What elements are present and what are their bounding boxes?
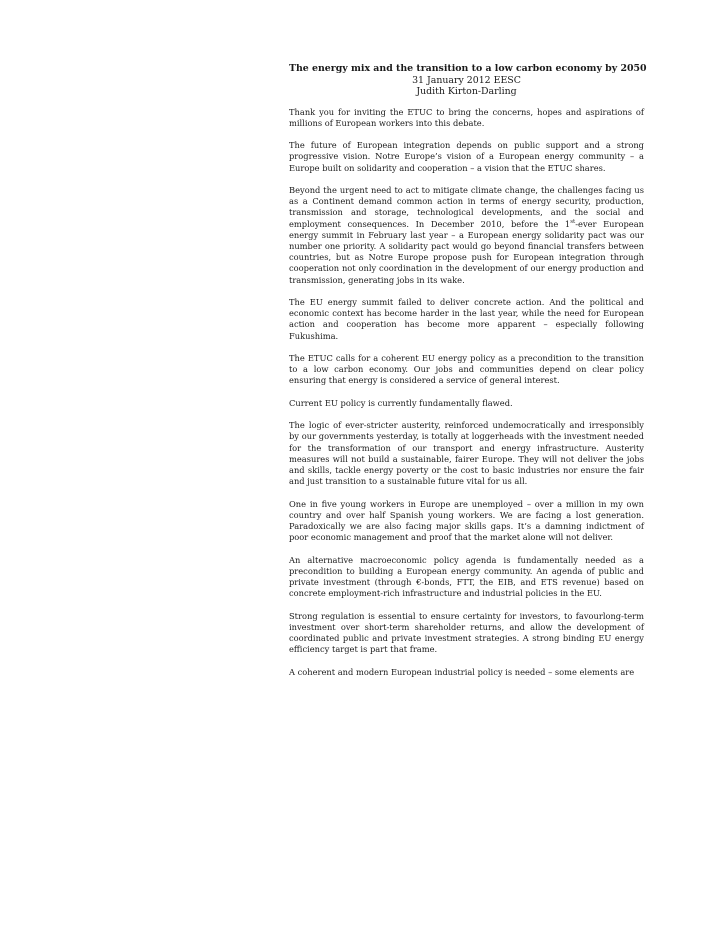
paragraph-7: The logic of ever-stricter austerity, reinforced undemocratically and irresponsibly by our governments yesterday, is totally at loggerheads with the investment needed for the transformation of our transport and energy infrastructure. Austerity measures will not build a sustainable, fairer Europe. They will not deliver the jobs and skills, tackle energy poverty or the cost to basic industries nor ensure the fair and just transition to a sustainable future vital for us all. <box>289 420 644 487</box>
paragraph-4: The EU energy summit failed to deliver concrete action. And the political and economic context has become harder in the last year, while the need for European action and cooperation has become more apparent – especially following Fukushima. <box>289 296 644 341</box>
paragraph-3-superscript: st <box>570 218 576 225</box>
document-header <box>289 63 647 98</box>
paragraph-3 <box>289 185 644 286</box>
paragraph-6: Current EU policy is currently fundamentally flawed. <box>289 397 513 408</box>
paragraph-11: A coherent and modern European industrial policy is needed – some elements are <box>289 666 635 677</box>
paragraph-9: An alternative macroeconomic policy agenda is fundamentally needed as a precondition to building a European energy community. An agenda of public and private investment (through €-bonds, FTT, the EIB, and ETS revenue) based on concrete employment-rich infrastructure and industrial policies in the EU. <box>289 554 644 599</box>
paragraph-3-part-2: -ever European energy summit in February last year – a European energy solidarity pact was our number one priority. A solidarity pact would go beyond financial transfers between countries, but as Notre Europe propose push for European integration through cooperation not only coordination in the development of our energy production and transmission, generating jobs in its wake. <box>289 218 644 285</box>
paragraph-5: The ETUC calls for a coherent EU energy policy as a precondition to the transition to a low carbon economy. Our jobs and communities depend on clear policy ensuring that energy is considered a service of general interest. <box>289 352 644 386</box>
paragraph-3-part-1: Beyond the urgent need to act to mitigate climate change, the challenges facing us as a Continent demand common action in terms of energy security, production, transmission and storage, technological developments, and the social and employment consequences. In December 2010, before the 1 <box>289 184 644 229</box>
paragraph-10: Strong regulation is essential to ensure certainty for investors, to favourlong-term investment over short-term shareholder returns, and allow the development of coordinated public and private investment strategies. A strong binding EU energy efficiency target is part that frame. <box>289 610 644 655</box>
paragraph-8: One in five young workers in Europe are unemployed – over a million in my own country and over half Spanish young workers. We are facing a lost generation. Paradoxically we are also facing major skills gaps. It’s a damning indictment of poor economic management and proof that the market alone will not deliver. <box>289 498 644 543</box>
document-body <box>289 63 647 689</box>
document-title: The energy mix and the transition to a low carbon economy by 2050 <box>289 63 647 74</box>
paragraph-1: Thank you for inviting the ETUC to bring the concerns, hopes and aspirations of millions of European workers into this debate. <box>289 106 644 128</box>
document-date-line: 31 January 2012 EESC <box>412 74 521 86</box>
paragraph-2: The future of European integration depends on public support and a strong progressive vision. Notre Europe’s vision of a European energy community – a Europe built on solidarity and cooperation – a vision that the ETUC shares. <box>289 140 644 173</box>
document-author: Judith Kirton-Darling <box>416 86 517 97</box>
